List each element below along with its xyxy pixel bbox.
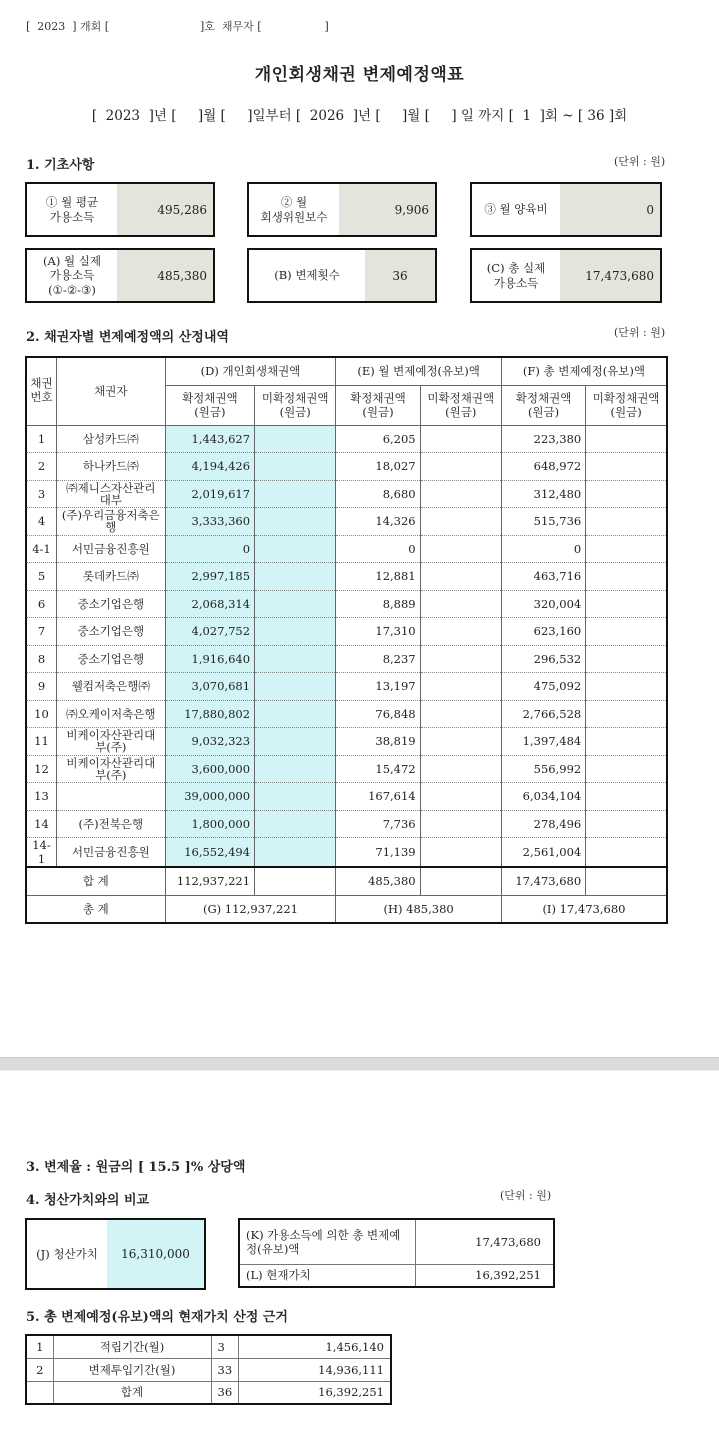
table-row — [26, 700, 667, 728]
row-e-unconfirmed — [420, 783, 501, 811]
row-f-unconfirmed — [586, 508, 667, 536]
row-e-confirmed: 13,197 — [336, 673, 420, 701]
row-d-confirmed: 4,027,752 — [165, 618, 254, 646]
header-e-unconfirmed: 미확정채권액 (원금) — [420, 385, 501, 425]
row-e-confirmed: 71,139 — [336, 838, 420, 868]
pv-months: 36 — [211, 1381, 239, 1404]
actual-income-label: (A) 월 실제 가용소득 (①-②-③) — [43, 253, 101, 297]
repay-count-label: (B) 변제횟수 — [274, 268, 340, 283]
row-d-confirmed: 3,333,360 — [165, 508, 254, 536]
row-d-confirmed: 3,070,681 — [165, 673, 254, 701]
row-f-confirmed: 648,972 — [501, 453, 585, 481]
row-f-confirmed: 6,034,104 — [501, 783, 585, 811]
pv-no: 2 — [26, 1358, 53, 1381]
k-value: 17,473,680 — [415, 1219, 554, 1264]
row-d-unconfirmed — [255, 563, 336, 591]
row-d-confirmed: 4,194,426 — [165, 453, 254, 481]
row-e-unconfirmed — [420, 480, 501, 508]
row-f-unconfirmed — [586, 645, 667, 673]
row-e-unconfirmed — [420, 645, 501, 673]
row-no: 10 — [26, 700, 56, 728]
actual-income-box — [25, 248, 215, 303]
row-f-confirmed: 556,992 — [501, 755, 585, 783]
section2-title: 2. 채권자별 변제예정액의 산정내역 — [26, 330, 229, 345]
row-creditor: ㈜제니스자산관리대부 — [56, 480, 165, 508]
row-no: 14 — [26, 810, 56, 838]
row-f-confirmed: 463,716 — [501, 563, 585, 591]
row-f-unconfirmed — [586, 535, 667, 563]
row-d-unconfirmed — [255, 673, 336, 701]
trustee-fee-box — [247, 182, 437, 237]
row-e-confirmed: 17,310 — [336, 618, 420, 646]
table-row — [26, 590, 667, 618]
row-d-unconfirmed — [255, 618, 336, 646]
row-creditor: 웰컴저축은행㈜ — [56, 673, 165, 701]
trustee-fee-value: 9,906 — [339, 184, 435, 235]
child-support-label: ③ 월 양육비 — [484, 202, 548, 217]
actual-income-value: 485,380 — [117, 250, 213, 301]
liquidation-value-amount: 16,310,000 — [107, 1220, 204, 1288]
row-creditor: 중소기업은행 — [56, 645, 165, 673]
row-d-unconfirmed — [255, 645, 336, 673]
row-creditor: 비케이자산관리대부(주) — [56, 728, 165, 756]
l-label: (L) 현재가치 — [239, 1264, 415, 1287]
sum-f: 17,473,680 — [501, 867, 585, 895]
row-e-confirmed: 0 — [336, 535, 420, 563]
row-d-unconfirmed — [255, 508, 336, 536]
row-e-confirmed: 38,819 — [336, 728, 420, 756]
case-header: [ 2023 ] 개회 [ ]호 채무자 [ ] — [26, 20, 329, 33]
row-d-unconfirmed — [255, 535, 336, 563]
row-f-confirmed: 223,380 — [501, 425, 585, 453]
row-e-unconfirmed — [420, 700, 501, 728]
row-creditor: 서민금융진흥원 — [56, 535, 165, 563]
row-creditor: 하나카드㈜ — [56, 453, 165, 481]
row-no: 11 — [26, 728, 56, 756]
row-e-confirmed: 8,680 — [336, 480, 420, 508]
row-f-confirmed: 296,532 — [501, 645, 585, 673]
row-e-confirmed: 167,614 — [336, 783, 420, 811]
header-e-confirmed: 확정채권액 (원금) — [336, 385, 420, 425]
row-e-confirmed: 6,205 — [336, 425, 420, 453]
row-f-unconfirmed — [586, 755, 667, 783]
k-label: (K) 가용소득에 의한 총 변제예정(유보)액 — [239, 1219, 415, 1264]
row-f-unconfirmed — [586, 700, 667, 728]
row-e-confirmed: 18,027 — [336, 453, 420, 481]
row-d-unconfirmed — [255, 590, 336, 618]
row-f-confirmed: 278,496 — [501, 810, 585, 838]
total-income-label: (C) 총 실제 가용소득 — [486, 261, 546, 290]
table-row — [26, 563, 667, 591]
row-f-unconfirmed — [586, 810, 667, 838]
pv-value: 14,936,111 — [239, 1358, 391, 1381]
section4-unit: (단위 : 원) — [500, 1189, 552, 1202]
row-no: 4-1 — [26, 535, 56, 563]
row-d-confirmed: 2,068,314 — [165, 590, 254, 618]
row-d-confirmed: 16,552,494 — [165, 838, 254, 868]
row-e-unconfirmed — [420, 425, 501, 453]
total-label: 총 계 — [26, 895, 165, 923]
header-f: (F) 총 변제예정(유보)액 — [501, 357, 667, 385]
row-d-unconfirmed — [255, 480, 336, 508]
row-f-unconfirmed — [586, 618, 667, 646]
row-creditor: 비케이자산관리대부(주) — [56, 755, 165, 783]
row-d-unconfirmed — [255, 755, 336, 783]
header-d: (D) 개인회생채권액 — [165, 357, 336, 385]
trustee-fee-label: ② 월 회생위원보수 — [260, 195, 328, 224]
row-f-unconfirmed — [586, 563, 667, 591]
row-e-unconfirmed — [420, 810, 501, 838]
repay-count-box — [247, 248, 437, 303]
row-d-unconfirmed — [255, 425, 336, 453]
row-d-unconfirmed — [255, 700, 336, 728]
row-creditor: ㈜오케이저축은행 — [56, 700, 165, 728]
row-f-unconfirmed — [586, 783, 667, 811]
row-d-unconfirmed — [255, 838, 336, 868]
row-creditor: 중소기업은행 — [56, 618, 165, 646]
child-support-value: 0 — [560, 184, 660, 235]
row-e-confirmed: 7,736 — [336, 810, 420, 838]
row-e-unconfirmed — [420, 508, 501, 536]
row-e-confirmed: 8,889 — [336, 590, 420, 618]
row-d-confirmed: 2,019,617 — [165, 480, 254, 508]
table-row — [26, 1381, 391, 1404]
header-d-unconfirmed: 미확정채권액 (원금) — [255, 385, 336, 425]
row-f-unconfirmed — [586, 838, 667, 868]
row-d-confirmed: 2,997,185 — [165, 563, 254, 591]
pv-months: 3 — [211, 1335, 239, 1358]
pv-months: 33 — [211, 1358, 239, 1381]
present-value-table — [25, 1334, 392, 1405]
table-row — [26, 728, 667, 756]
header-creditor: 채권자 — [56, 357, 165, 425]
table-row — [26, 618, 667, 646]
row-f-unconfirmed — [586, 590, 667, 618]
row-d-confirmed: 9,032,323 — [165, 728, 254, 756]
row-e-unconfirmed — [420, 728, 501, 756]
monthly-income-value: 495,286 — [117, 184, 213, 235]
creditor-table — [25, 356, 668, 924]
total-income-box — [470, 248, 662, 303]
row-f-confirmed: 2,766,528 — [501, 700, 585, 728]
row-e-unconfirmed — [420, 618, 501, 646]
header-d-confirmed: 확정채권액 (원금) — [165, 385, 254, 425]
row-no: 14-1 — [26, 838, 56, 868]
row-no: 6 — [26, 590, 56, 618]
header-e: (E) 월 변제예정(유보)액 — [336, 357, 502, 385]
pv-label: 적립기간(월) — [53, 1335, 211, 1358]
monthly-income-label: ① 월 평균 가용소득 — [45, 195, 99, 224]
table-row — [26, 480, 667, 508]
pv-label: 변제투입기간(월) — [53, 1358, 211, 1381]
pv-no: 1 — [26, 1335, 53, 1358]
row-creditor — [56, 783, 165, 811]
page-title: 개인회생채권 변제예정액표 — [254, 65, 465, 85]
table-row — [26, 838, 667, 868]
row-f-confirmed: 623,160 — [501, 618, 585, 646]
total-income-value: 17,473,680 — [560, 250, 660, 301]
row-no: 9 — [26, 673, 56, 701]
section4-title: 4. 청산가치와의 비교 — [26, 1193, 150, 1208]
pv-value: 16,392,251 — [239, 1381, 391, 1404]
table-row — [26, 1335, 391, 1358]
row-creditor: 삼성카드㈜ — [56, 425, 165, 453]
row-d-confirmed: 1,800,000 — [165, 810, 254, 838]
row-d-unconfirmed — [255, 728, 336, 756]
row-no: 4 — [26, 508, 56, 536]
row-no: 8 — [26, 645, 56, 673]
row-f-confirmed: 475,092 — [501, 673, 585, 701]
row-f-confirmed: 312,480 — [501, 480, 585, 508]
repay-count-value: 36 — [365, 250, 435, 301]
row-f-unconfirmed — [586, 453, 667, 481]
section1-title: 1. 기초사항 — [26, 158, 95, 173]
page-break — [0, 1057, 719, 1071]
row-creditor: (주)우리금융저축은행 — [56, 508, 165, 536]
liquidation-value-label: (J) 청산가치 — [36, 1246, 98, 1261]
row-no: 3 — [26, 480, 56, 508]
sum-label: 합 계 — [26, 867, 165, 895]
table-row — [26, 535, 667, 563]
monthly-income-box — [25, 182, 215, 237]
table-row — [26, 508, 667, 536]
repayment-period: [ 2023 ]년 [ ]월 [ ]일부터 [ 2026 ]년 [ ]월 [ ] 일 까지 [ 1 ]회 ~ [ 36 ]회 — [91, 108, 628, 124]
row-f-confirmed: 2,561,004 — [501, 838, 585, 868]
table-row — [26, 1358, 391, 1381]
header-f-confirmed: 확정채권액 (원금) — [501, 385, 585, 425]
section2-unit: (단위 : 원) — [614, 326, 666, 339]
row-f-confirmed: 1,397,484 — [501, 728, 585, 756]
row-f-unconfirmed — [586, 728, 667, 756]
row-f-unconfirmed — [586, 425, 667, 453]
row-e-unconfirmed — [420, 838, 501, 868]
row-f-unconfirmed — [586, 673, 667, 701]
row-d-confirmed: 39,000,000 — [165, 783, 254, 811]
row-d-confirmed: 3,600,000 — [165, 755, 254, 783]
table-row — [26, 453, 667, 481]
row-no: 13 — [26, 783, 56, 811]
table-row — [26, 645, 667, 673]
sum-e: 485,380 — [336, 867, 420, 895]
comparison-table — [238, 1218, 555, 1288]
row-creditor: 서민금융진흥원 — [56, 838, 165, 868]
header-f-unconfirmed: 미확정채권액 (원금) — [586, 385, 667, 425]
table-row — [26, 810, 667, 838]
row-no: 12 — [26, 755, 56, 783]
total-i: (I) 17,473,680 — [501, 895, 667, 923]
section3-title: 3. 변제율 : 원금의 [ 15.5 ]% 상당액 — [26, 1160, 246, 1175]
child-support-box — [470, 182, 662, 237]
sum-d: 112,937,221 — [165, 867, 254, 895]
row-d-unconfirmed — [255, 810, 336, 838]
total-h: (H) 485,380 — [336, 895, 502, 923]
total-g: (G) 112,937,221 — [165, 895, 336, 923]
row-d-confirmed: 17,880,802 — [165, 700, 254, 728]
section1-unit: (단위 : 원) — [614, 155, 666, 168]
row-d-confirmed: 1,443,627 — [165, 425, 254, 453]
row-e-unconfirmed — [420, 755, 501, 783]
row-d-confirmed: 0 — [165, 535, 254, 563]
row-no: 1 — [26, 425, 56, 453]
row-no: 7 — [26, 618, 56, 646]
row-creditor: 롯데카드㈜ — [56, 563, 165, 591]
liquidation-value-box — [25, 1218, 206, 1290]
row-e-unconfirmed — [420, 673, 501, 701]
row-e-confirmed: 12,881 — [336, 563, 420, 591]
l-value: 16,392,251 — [415, 1264, 554, 1287]
row-e-unconfirmed — [420, 535, 501, 563]
row-e-confirmed: 8,237 — [336, 645, 420, 673]
row-e-confirmed: 14,326 — [336, 508, 420, 536]
row-e-unconfirmed — [420, 453, 501, 481]
row-f-confirmed: 0 — [501, 535, 585, 563]
table-row — [26, 755, 667, 783]
row-f-confirmed: 320,004 — [501, 590, 585, 618]
pv-label: 합계 — [53, 1381, 211, 1404]
row-e-confirmed: 15,472 — [336, 755, 420, 783]
table-row — [26, 783, 667, 811]
pv-value: 1,456,140 — [239, 1335, 391, 1358]
row-e-unconfirmed — [420, 563, 501, 591]
row-d-unconfirmed — [255, 453, 336, 481]
row-no: 5 — [26, 563, 56, 591]
row-creditor: (주)전북은행 — [56, 810, 165, 838]
row-e-unconfirmed — [420, 590, 501, 618]
row-no: 2 — [26, 453, 56, 481]
table-row — [26, 425, 667, 453]
row-e-confirmed: 76,848 — [336, 700, 420, 728]
row-creditor: 중소기업은행 — [56, 590, 165, 618]
row-f-unconfirmed — [586, 480, 667, 508]
section5-title: 5. 총 변제예정(유보)액의 현재가치 산정 근거 — [26, 1310, 288, 1325]
row-d-unconfirmed — [255, 783, 336, 811]
table-row — [26, 673, 667, 701]
row-d-confirmed: 1,916,640 — [165, 645, 254, 673]
pv-no — [26, 1381, 53, 1404]
header-no: 채권 번호 — [26, 357, 56, 425]
row-f-confirmed: 515,736 — [501, 508, 585, 536]
